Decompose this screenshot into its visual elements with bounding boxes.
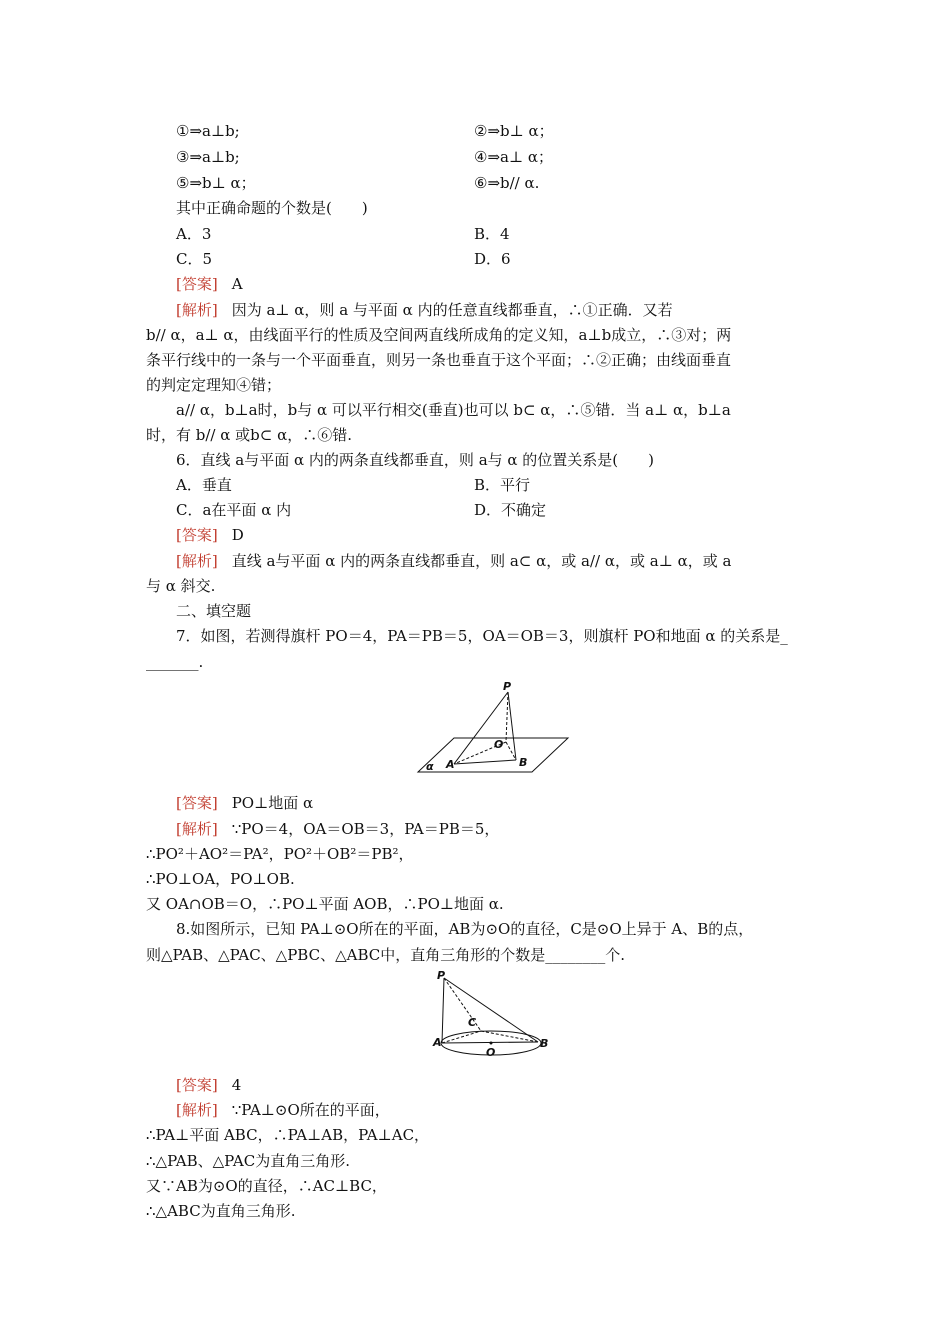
q8-analysis-line-4: 又∵AB为⊙O的直径，∴AC⊥BC，: [146, 1177, 387, 1195]
label-p: P: [437, 969, 446, 982]
q8-analysis-line-1: [解析] ∵PA⊥⊙O所在的平面，: [176, 1101, 390, 1119]
answer-tag: [答案]: [176, 526, 218, 544]
edge-pa: [442, 978, 444, 1043]
q5-item-5: ⑤⇒b⊥ α；: [176, 174, 256, 192]
q8-analysis-line-2: ∴PA⊥平面 ABC，∴PA⊥AB，PA⊥AC，: [146, 1126, 430, 1144]
q8-question-line-2: 则△PAB、△PAC、△PBC、△ABC中，直角三角形的个数是________个.: [146, 946, 625, 964]
q6-analysis-line-2: 与 α 斜交.: [146, 577, 216, 595]
q6-answer: [176, 522, 846, 548]
analysis-tag: [解析]: [176, 552, 218, 570]
q7-answer: [176, 790, 846, 816]
q5-item-4: ④⇒a⊥ α；: [474, 148, 553, 166]
label-a: A: [433, 1036, 442, 1049]
q5-analysis-line-1: [解析] 因为 a⊥ α，则 a 与平面 α 内的任意直线都垂直，∴①正确．又若: [176, 301, 673, 319]
plane-alpha: [418, 738, 568, 772]
q8-analysis-line-3: ∴△PAB、△PAC为直角三角形.: [146, 1152, 350, 1170]
answer-tag: [答案]: [176, 275, 218, 293]
analysis-tag: [解析]: [176, 301, 218, 319]
answer-tag: [答案]: [176, 1076, 218, 1094]
analysis-tag: [解析]: [176, 1101, 218, 1119]
q7-analysis-line-3: ∴PO⊥OA，PO⊥OB.: [146, 870, 295, 888]
answer-value: A: [231, 275, 243, 293]
q5-option-d: D．6: [474, 250, 511, 268]
label-c: C: [468, 1016, 477, 1029]
q5-analysis-line-6: 时，有 b// α 或b⊂ α，∴⑥错.: [146, 426, 352, 444]
q7-analysis-line-1: [解析] ∵PO＝4，OA＝OB＝3，PA＝PB＝5，: [176, 820, 500, 838]
answer-value: D: [231, 526, 244, 544]
cone-figure: [432, 968, 552, 1060]
q5-question: 其中正确命题的个数是( ): [176, 199, 368, 217]
q5-item-2: ②⇒b⊥ α；: [474, 122, 554, 140]
q6-option-c: C．a在平面 α 内: [176, 501, 292, 519]
answer-tag: [答案]: [176, 794, 218, 812]
edge-pb: [444, 978, 538, 1042]
center-o: [490, 1042, 493, 1045]
q5-analysis-line-2: b// α，a⊥ α，由线面平行的性质及空间两直线所成角的定义知，a⊥b成立，∴③对；两: [146, 326, 732, 344]
q5-item-3: ③⇒a⊥b;: [176, 148, 240, 166]
label-b: B: [540, 1037, 549, 1050]
label-b: B: [519, 756, 528, 769]
q5-answer: [176, 271, 846, 297]
q5-analysis-line-3: 条平行线中的一条与一个平面垂直，则另一条也垂直于这个平面；∴②正确；由线面垂直: [146, 351, 732, 369]
label-o: O: [494, 738, 504, 751]
label-p: P: [503, 680, 512, 693]
label-alpha: α: [426, 760, 434, 773]
edge-po: [506, 692, 508, 742]
q5-item-1: ①⇒a⊥b;: [176, 122, 240, 140]
q6-analysis-line-1: [解析] 直线 a与平面 α 内的两条直线都垂直，则 a⊂ α，或 a// α，或 a⊥ α，或 a: [176, 552, 732, 570]
q5-analysis-line-4: 的判定定理知④错；: [146, 376, 282, 394]
q8-question-line-1: 8.如图所示，已知 PA⊥⊙O所在的平面，AB为⊙O的直径，C是⊙O上异于 A、B的点，: [176, 920, 754, 938]
label-o: O: [486, 1046, 496, 1059]
section-heading: 二、填空题: [176, 602, 252, 620]
q8-answer: [176, 1072, 846, 1098]
q6-option-d: D．不确定: [474, 501, 547, 519]
edge-pb: [508, 692, 516, 760]
q7-question-line-1: 7．如图，若测得旗杆 PO＝4，PA＝PB＝5，OA＝OB＝3，则旗杆 PO和地面 α 的关系是_: [176, 627, 788, 645]
q7-analysis-line-2: ∴PO²＋AO²＝PA²，PO²＋OB²＝PB²，: [146, 845, 414, 863]
q5-option-b: B．4: [474, 225, 510, 243]
analysis-tag: [解析]: [176, 820, 218, 838]
q5-option-c: C．5: [176, 250, 213, 268]
q6-option-a: A．垂直: [176, 476, 232, 494]
answer-value: 4: [231, 1076, 242, 1094]
q7-analysis-line-4: 又 OA∩OB＝O，∴PO⊥平面 AOB，∴PO⊥地面 α.: [146, 895, 504, 913]
q6-option-b: B．平行: [474, 476, 531, 494]
q5-option-a: A．3: [176, 225, 212, 243]
flagpole-figure: [410, 680, 575, 780]
label-a: A: [446, 758, 455, 771]
answer-value: PO⊥地面 α: [231, 794, 314, 812]
q7-question-line-2: _______.: [146, 653, 204, 671]
q8-analysis-line-5: ∴△ABC为直角三角形.: [146, 1202, 296, 1220]
q6-question: 6．直线 a与平面 α 内的两条直线都垂直，则 a与 α 的位置关系是( ): [176, 451, 655, 469]
q5-item-6: ⑥⇒b// α.: [474, 174, 540, 192]
q5-analysis-line-5: a// α，b⊥a时，b与 α 可以平行相交(垂直)也可以 b⊂ α，∴⑤错．当 a⊥ α，b⊥a: [176, 401, 731, 419]
edge-pa: [454, 692, 508, 764]
